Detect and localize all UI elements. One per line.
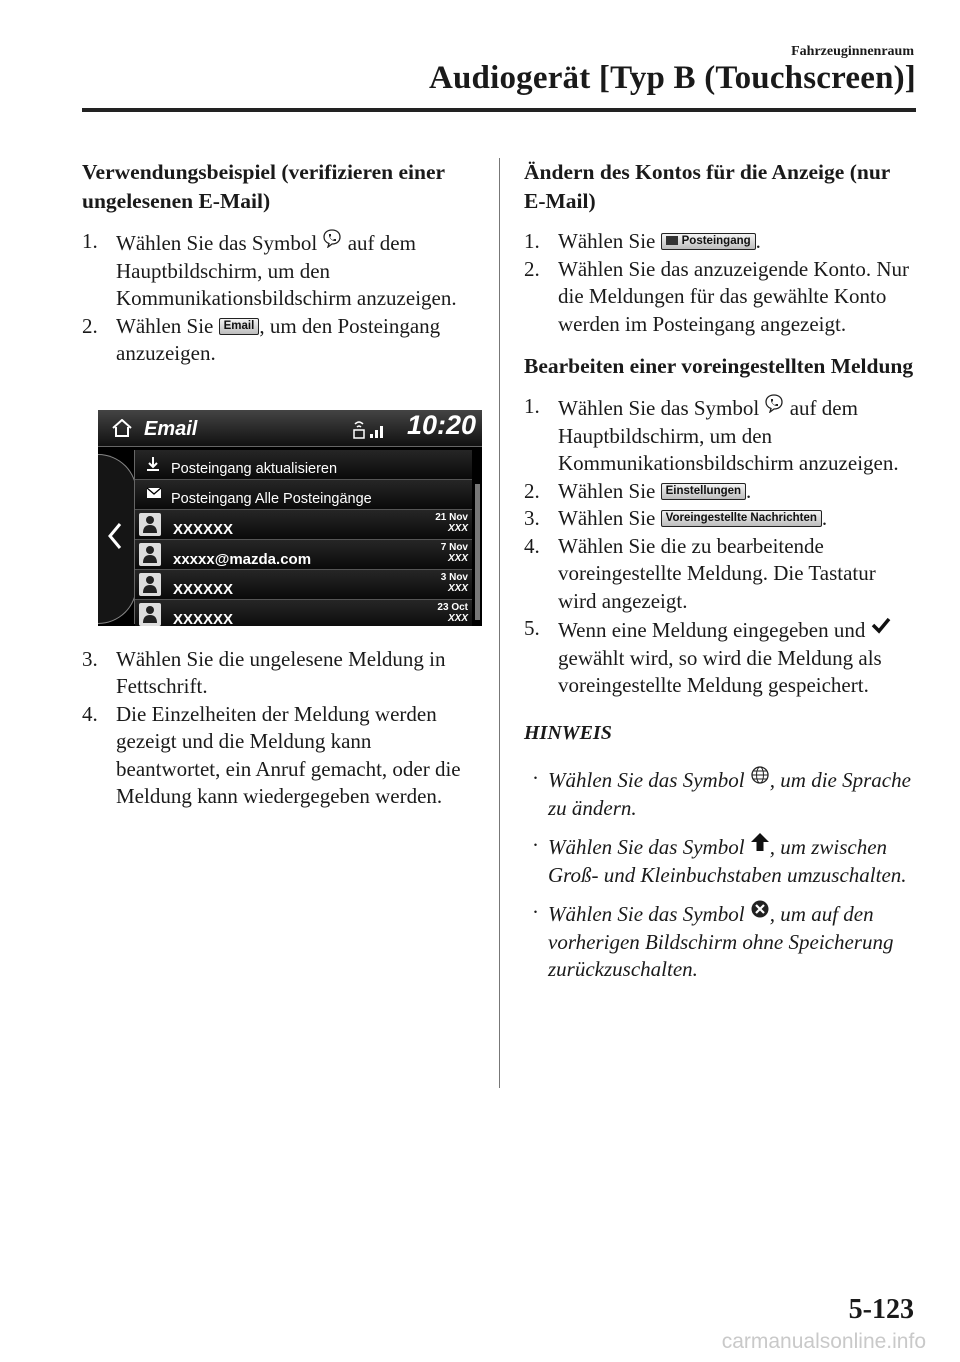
back-button[interactable] [98, 454, 137, 624]
step-number: 2. [82, 313, 98, 338]
step-text: Wählen Sie das Symbol [558, 396, 760, 420]
step-text: Wählen Sie das anzuzeigende Konto. Nur die Meldungen für das gewählte Konto werden im Posteingang angezeigt. [558, 256, 910, 336]
signal-icon [352, 416, 386, 440]
section-label: Fahrzeuginnenraum [791, 44, 914, 59]
step-number: 1. [524, 394, 540, 418]
avatar [139, 543, 161, 566]
preset-step-1 [524, 393, 916, 478]
date-text: 3 Nov [440, 571, 468, 583]
home-icon[interactable] [111, 419, 133, 437]
notes-list [524, 765, 916, 984]
note-item [524, 765, 916, 822]
step-text: auf dem Hauptbildschirm, um den Kommunikationsbildschirm anzuzeigen. [116, 231, 457, 310]
step-text: Die Einzelheiten der Meldung werden gezeigt und die Meldung kann beantwortet, ein Anruf gemacht, oder die Meldung kann wiedergegeben werden. [116, 701, 461, 808]
account-step-1 [524, 228, 916, 256]
note-text: Wählen Sie das Symbol [548, 835, 745, 859]
message-row[interactable] [135, 600, 472, 626]
left-steps [82, 228, 472, 368]
step-text: Wählen Sie die zu bearbeitende voreingestellte Meldung. Die Tastatur wird angezeigt. [558, 533, 876, 613]
menu-label: Posteingang Alle Posteingänge [171, 490, 372, 507]
message-date [441, 542, 468, 564]
step-text: . [746, 478, 752, 503]
preset-heading: Bearbeiten einer voreingestellten Meldung [524, 354, 914, 378]
clock: 10:20 [406, 409, 476, 440]
checkmark-icon [871, 615, 891, 635]
step-4 [82, 701, 472, 811]
settings-button[interactable]: Einstellungen [661, 483, 746, 500]
inbox-all-item[interactable] [135, 480, 472, 510]
avatar [139, 573, 161, 596]
screen-header [98, 410, 482, 447]
message-row[interactable] [135, 540, 472, 570]
sender: XXXXXX [173, 610, 234, 626]
avatar [139, 603, 161, 626]
step-2 [82, 313, 472, 368]
globe-icon [750, 765, 770, 785]
account-heading: Ändern des Kontos für die Anzeige (nur E-Mail) [524, 160, 890, 213]
note-item [524, 899, 916, 984]
preset-messages-button[interactable]: Voreingestellte Nachrichten [661, 510, 822, 527]
step-text: Wählen Sie [558, 478, 656, 503]
note-text: , um die Sprache zu ändern. [548, 768, 911, 820]
person-icon [142, 605, 158, 624]
message-date [441, 572, 468, 594]
step-number: 2. [524, 256, 540, 281]
left-steps-continued [82, 646, 472, 811]
note-heading: HINWEIS [524, 721, 612, 744]
step-text: Wählen Sie [116, 313, 214, 338]
email-screen [98, 410, 482, 626]
sender: XXXXXX [173, 580, 234, 598]
date-sub: XXX [447, 612, 468, 624]
step-number: 5. [524, 616, 540, 640]
step-text: , um den Posteingang anzuzeigen. [116, 313, 441, 365]
preset-step-2 [524, 478, 916, 506]
step-number: 1. [82, 229, 98, 253]
step-text: . [755, 229, 761, 253]
step-number: 2. [524, 478, 540, 503]
step-1 [82, 228, 472, 313]
left-heading: Verwendungsbeispiel (verifizieren einer ungelesenen E-Mail) [82, 160, 445, 213]
preset-step-5 [524, 615, 916, 700]
step-text: gewählt wird, so wird die Meldung als voreingestellte Meldung gespeichert. [558, 645, 882, 697]
date-text: 7 Nov [440, 541, 468, 553]
note-text: Wählen Sie das Symbol [548, 902, 745, 926]
date-sub: XXX [447, 552, 468, 564]
inbox-button-label: Posteingang [681, 235, 751, 247]
account-steps [524, 228, 916, 338]
shift-arrow-icon [750, 832, 770, 852]
person-icon [142, 545, 158, 564]
step-text: Wählen Sie [558, 506, 656, 530]
inbox-button[interactable] [661, 233, 756, 250]
step-number: 1. [524, 229, 540, 253]
header-rule [82, 108, 916, 112]
menu-label: Posteingang aktualisieren [171, 460, 338, 477]
avatar [139, 513, 161, 536]
message-row[interactable] [135, 510, 472, 540]
step-number: 4. [524, 533, 540, 558]
account-step-2 [524, 256, 916, 339]
message-date [435, 512, 468, 534]
step-text: . [821, 506, 828, 530]
step-number: 3. [524, 506, 540, 530]
email-button[interactable]: Email [219, 318, 260, 335]
preset-step-3 [524, 505, 916, 533]
person-icon [142, 515, 158, 534]
sender: xxxxx@mazda.com [173, 550, 312, 568]
communication-icon [322, 228, 342, 248]
cancel-icon [750, 899, 770, 919]
download-icon [146, 456, 160, 472]
left-column [82, 158, 476, 811]
date-text: 23 Oct [437, 601, 468, 613]
step-number: 3. [82, 646, 98, 671]
page-title: Audiogerät [Typ B (Touchscreen)] [428, 60, 916, 96]
communication-icon [764, 393, 784, 413]
note-text: , um auf den vorherigen Bildschirm ohne Speicherung zurückzuschalten. [548, 902, 894, 981]
sender: XXXXXX [173, 520, 234, 538]
message-row[interactable] [135, 570, 472, 600]
step-3 [82, 646, 472, 701]
date-text: 21 Nov [435, 511, 468, 523]
step-text: auf dem Hauptbildschirm, um den Kommunikationsbildschirm anzuzeigen. [558, 396, 899, 475]
scrollbar[interactable] [475, 484, 480, 620]
note-text: Wählen Sie das Symbol [548, 768, 745, 792]
chevron-left-icon [107, 521, 123, 551]
email-list [134, 450, 472, 624]
step-text: Wählen Sie das Symbol [116, 231, 318, 255]
step-text: Wählen Sie die ungelesene Meldung in Fettschrift. [116, 646, 446, 698]
envelope-icon [146, 486, 162, 500]
note-text: , um zwischen Groß- und Kleinbuchstaben umzuschalten. [548, 835, 907, 887]
step-number: 4. [82, 701, 98, 726]
page-number: 5-123 [848, 1294, 914, 1325]
note-item [524, 832, 916, 889]
screen-title: Email [144, 417, 198, 440]
step-text: Wählen Sie [558, 229, 656, 253]
step-text: Wenn eine Meldung eingegeben und [558, 618, 866, 642]
preset-step-4 [524, 533, 916, 616]
person-icon [142, 575, 158, 594]
preset-steps [524, 393, 916, 700]
refresh-inbox-item[interactable] [135, 450, 472, 480]
column-divider [499, 158, 500, 1088]
right-column [524, 158, 916, 994]
envelope-icon [666, 236, 678, 245]
message-date [437, 602, 468, 624]
watermark: carmanualsonline.info [721, 1330, 926, 1353]
date-sub: XXX [447, 522, 468, 534]
date-sub: XXX [447, 582, 468, 594]
